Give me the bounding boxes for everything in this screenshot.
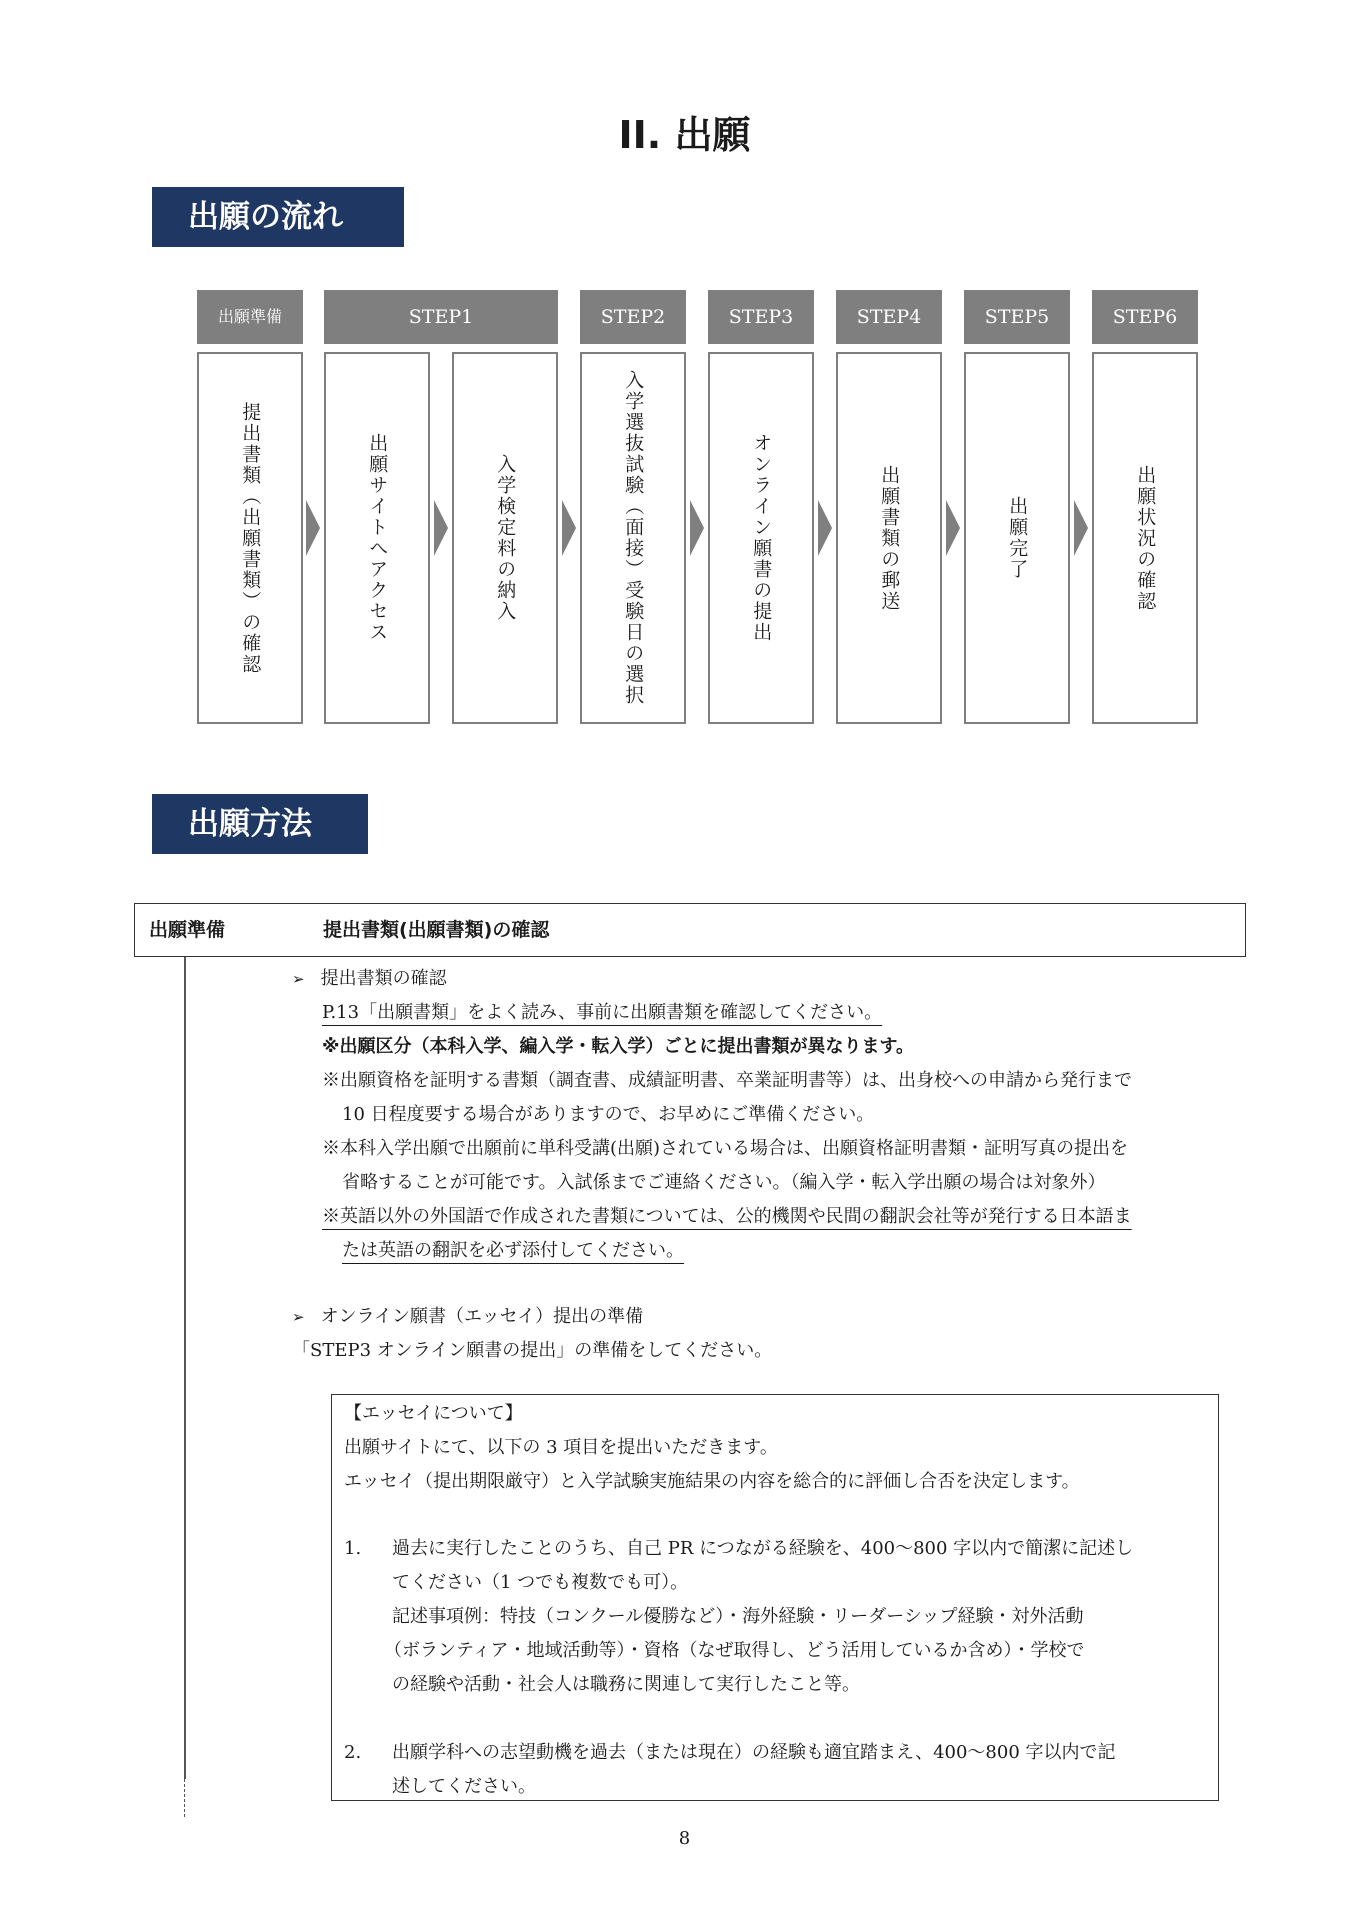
bullet-documents [292,962,447,996]
instruction-line: たは英語の翻訳を必ず添付してください。 [342,1240,684,1261]
essay-item-line: の経験や活動・社会人は職務に関連して実行したこと等。 [392,1674,860,1695]
essay-heading: 【エッセイについて】 [344,1403,523,1424]
instruction-line: ※本科入学出願で出願前に単科受講(出願)されている場合は、出願資格証明書類・証明写真の提出を [322,1138,1129,1159]
bullet-arrow-icon: ➢ [292,1308,305,1326]
essay-item-number: 2. [344,1742,362,1763]
instruction-line: 省略することが可能です。入試係までご連絡ください。（編入学・転入学出願の場合は対象外） [342,1172,1106,1193]
flow-box-label: 出願完了 [1006,496,1029,580]
page-number: 8 [678,1828,691,1849]
essay-item-line: 過去に実行したことのうち、自己 PR につながる経験を、400〜800 字以内で簡潔に記述し [392,1538,1134,1559]
instruction-line: P.13「出願書類」をよく読み、事前に出願書類を確認してください。 [322,1002,883,1023]
method-row-title: 提出書類(出願書類)の確認 [323,919,550,941]
step-header-prep: 出願準備 [197,290,303,344]
flow-box-label: 出願書類の郵送 [878,464,901,612]
essay-item-line: 記述事項例：特技（コンクール優勝など）・海外経験・リーダーシップ経験・対外活動 [392,1606,1084,1627]
essay-intro-line: 出願サイトにて、以下の 3 項目を提出いただきます。 [344,1437,778,1458]
essay-intro-line: エッセイ（提出期限厳守）と入学試験実施結果の内容を総合的に評価し合否を決定します。 [344,1471,1080,1492]
arrow-right-icon [818,500,832,556]
step-header-step4: STEP4 [836,290,942,344]
instruction-line: 10 日程度要する場合がありますので、お早めにご準備ください。 [342,1104,875,1125]
flow-box-label: 入学検定料の納入 [494,454,517,622]
method-row [134,903,1246,957]
instruction-line: 「STEP3 オンライン願書の提出」の準備をしてください。 [292,1340,773,1361]
flow-box-status-check [1092,352,1198,724]
arrow-right-icon [946,500,960,556]
essay-item-line: てください（1 つでも複数でも可）。 [392,1572,689,1593]
flow-box-complete [964,352,1070,724]
method-row-label: 出願準備 [149,919,226,941]
bullet-title: 提出書類の確認 [320,968,447,989]
page-title: II. 出願 [618,113,751,157]
bullet-title: オンライン願書（エッセイ）提出の準備 [320,1306,644,1327]
flow-box-label: 出願サイトへアクセス [366,433,389,643]
flow-box-access-site [324,352,430,724]
step-header-step3: STEP3 [708,290,814,344]
essay-item-line: （ボランティア・地域活動等）・資格（なぜ取得し、どう活用しているか含め）・学校で [384,1640,1085,1661]
flow-box-label: 出願状況の確認 [1134,464,1157,612]
step-header-step1: STEP1 [324,290,558,344]
instruction-line: ※出願区分（本科入学、編入学・転入学）ごとに提出書類が異なります。 [322,1036,915,1057]
section-header-flow: 出願の流れ [152,187,404,247]
flow-box-exam-date [580,352,686,724]
essay-item-number: 1. [344,1538,362,1559]
bullet-arrow-icon: ➢ [292,970,305,988]
flow-box-label: 入学選抜試験（面接）受験日の選択 [622,370,645,706]
arrow-right-icon [690,500,704,556]
instruction-line: ※英語以外の外国語で作成された書類については、公的機関や民間の翻訳会社等が発行する日本語ま [322,1206,1132,1227]
instruction-line: ※出願資格を証明する書類（調査書、成績証明書、卒業証明書等）は、出身校への申請から発行まで [322,1070,1132,1091]
divider-line-dashed [184,1779,185,1817]
flow-box-documents [197,352,303,724]
flow-box-mail-documents [836,352,942,724]
arrow-right-icon [306,500,320,556]
flow-box-label: オンライン願書の提出 [750,433,773,643]
bullet-online-essay [292,1300,643,1334]
section-header-method: 出願方法 [152,794,368,854]
step-header-step5: STEP5 [964,290,1070,344]
step-header-step6: STEP6 [1092,290,1198,344]
flow-box-label: 提出書類（出願書類）の確認 [239,401,262,675]
flow-box-fee [452,352,558,724]
flow-box-online-application [708,352,814,724]
step-header-step2: STEP2 [580,290,686,344]
essay-item-line: 述してください。 [392,1776,536,1797]
divider-line [184,957,186,1779]
arrow-right-icon [1074,500,1088,556]
arrow-right-icon [562,500,576,556]
essay-item-line: 出願学科への志望動機を過去（または現在）の経験も適宜踏まえ、400〜800 字以内で記 [392,1742,1116,1763]
arrow-right-icon [434,500,448,556]
